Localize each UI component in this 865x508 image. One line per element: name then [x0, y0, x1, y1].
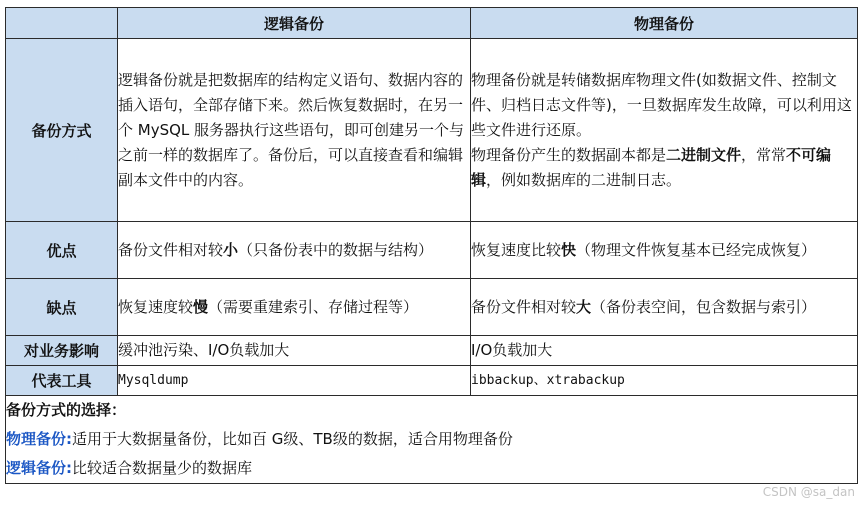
physical-backup-method-cell [471, 39, 858, 222]
physical-cons-cell [471, 279, 858, 336]
header-row [6, 8, 858, 39]
logical-backup-key: 逻辑备份: [6, 459, 72, 477]
logical-pros-emphasis: 小 [223, 240, 239, 259]
watermark: CSDN @sa_dan [762, 485, 855, 499]
logical-cons-emphasis: 慢 [193, 297, 209, 316]
physical-cons-text-c: （备份表空间，包含数据与索引） [591, 297, 817, 316]
physical-para2-text-a: 物理备份产生的数据副本都是 [471, 145, 667, 164]
logical-cons-text-a: 恢复速度较 [118, 297, 194, 316]
physical-tools-text: ibbackup、xtrabackup [471, 366, 858, 396]
logical-pros-text-a: 备份文件相对较 [118, 240, 224, 259]
physical-backup-note-text: 适用于大数据量备份，比如百 G级、TB级的数据，适合用物理备份 [72, 430, 513, 448]
logical-cons-cell [118, 279, 471, 336]
row-pros [6, 222, 858, 279]
logical-backup-method-text: 逻辑备份就是把数据库的结构定义语句、数据内容的插入语句，全部存储下来。然后恢复数据时，在另一个 MySQL 服务器执行这些语句，即可创建另一个与之前一样的数据库了。备份后，可以直接查看和编辑副本文件中的内容。 [118, 39, 471, 222]
physical-pros-cell [471, 222, 858, 279]
physical-cons-text-a: 备份文件相对较 [471, 297, 577, 316]
logical-pros-text-c: （只备份表中的数据与结构） [238, 240, 434, 259]
row-label-tools: 代表工具 [6, 366, 118, 396]
row-label-backup-method: 备份方式 [6, 39, 118, 222]
physical-pros-text-c: （物理文件恢复基本已经完成恢复） [576, 240, 817, 259]
row-backup-method [6, 39, 858, 222]
logical-backup-note-text: 比较适合数据量少的数据库 [72, 459, 253, 477]
physical-cons-emphasis: 大 [576, 297, 592, 316]
row-business-impact [6, 336, 858, 366]
selection-note-cell [6, 396, 858, 484]
row-label-cons: 缺点 [6, 279, 118, 336]
backup-comparison-table [5, 7, 858, 484]
selection-note-title: 备份方式的选择： [6, 401, 127, 419]
row-selection-note [6, 396, 858, 484]
physical-para2-text-d: ，例如数据库的二进制日志。 [486, 170, 682, 189]
selection-note-logical [6, 454, 857, 483]
physical-para2-binary-emphasis: 二进制文件 [666, 145, 742, 164]
physical-impact-text: I/O负载加大 [471, 336, 858, 366]
row-cons [6, 279, 858, 336]
physical-para2-text-c: ，常常 [741, 145, 787, 164]
logical-cons-text-c: （需要重建索引、存储过程等） [208, 297, 419, 316]
physical-pros-text-a: 恢复速度比较 [471, 240, 562, 259]
row-tools [6, 366, 858, 396]
logical-pros-cell [118, 222, 471, 279]
physical-backup-method-para2 [471, 143, 857, 193]
logical-tools-text: Mysqldump [118, 366, 471, 396]
header-physical-backup: 物理备份 [471, 8, 858, 39]
physical-para2-noneditable-emphasis: 不可编辑 [471, 145, 832, 189]
physical-pros-emphasis: 快 [561, 240, 577, 259]
selection-note-physical [6, 425, 857, 454]
logical-impact-text: 缓冲池污染、I/O负载加大 [118, 336, 471, 366]
header-logical-backup: 逻辑备份 [118, 8, 471, 39]
corner-cell [6, 8, 118, 39]
physical-backup-method-para1: 物理备份就是转储数据库物理文件(如数据文件、控制文件、归档日志文件等)，一旦数据库发生故障，可以利用这些文件进行还原。 [471, 70, 852, 139]
row-label-business-impact: 对业务影响 [6, 336, 118, 366]
row-label-pros: 优点 [6, 222, 118, 279]
physical-backup-key: 物理备份: [6, 430, 72, 448]
